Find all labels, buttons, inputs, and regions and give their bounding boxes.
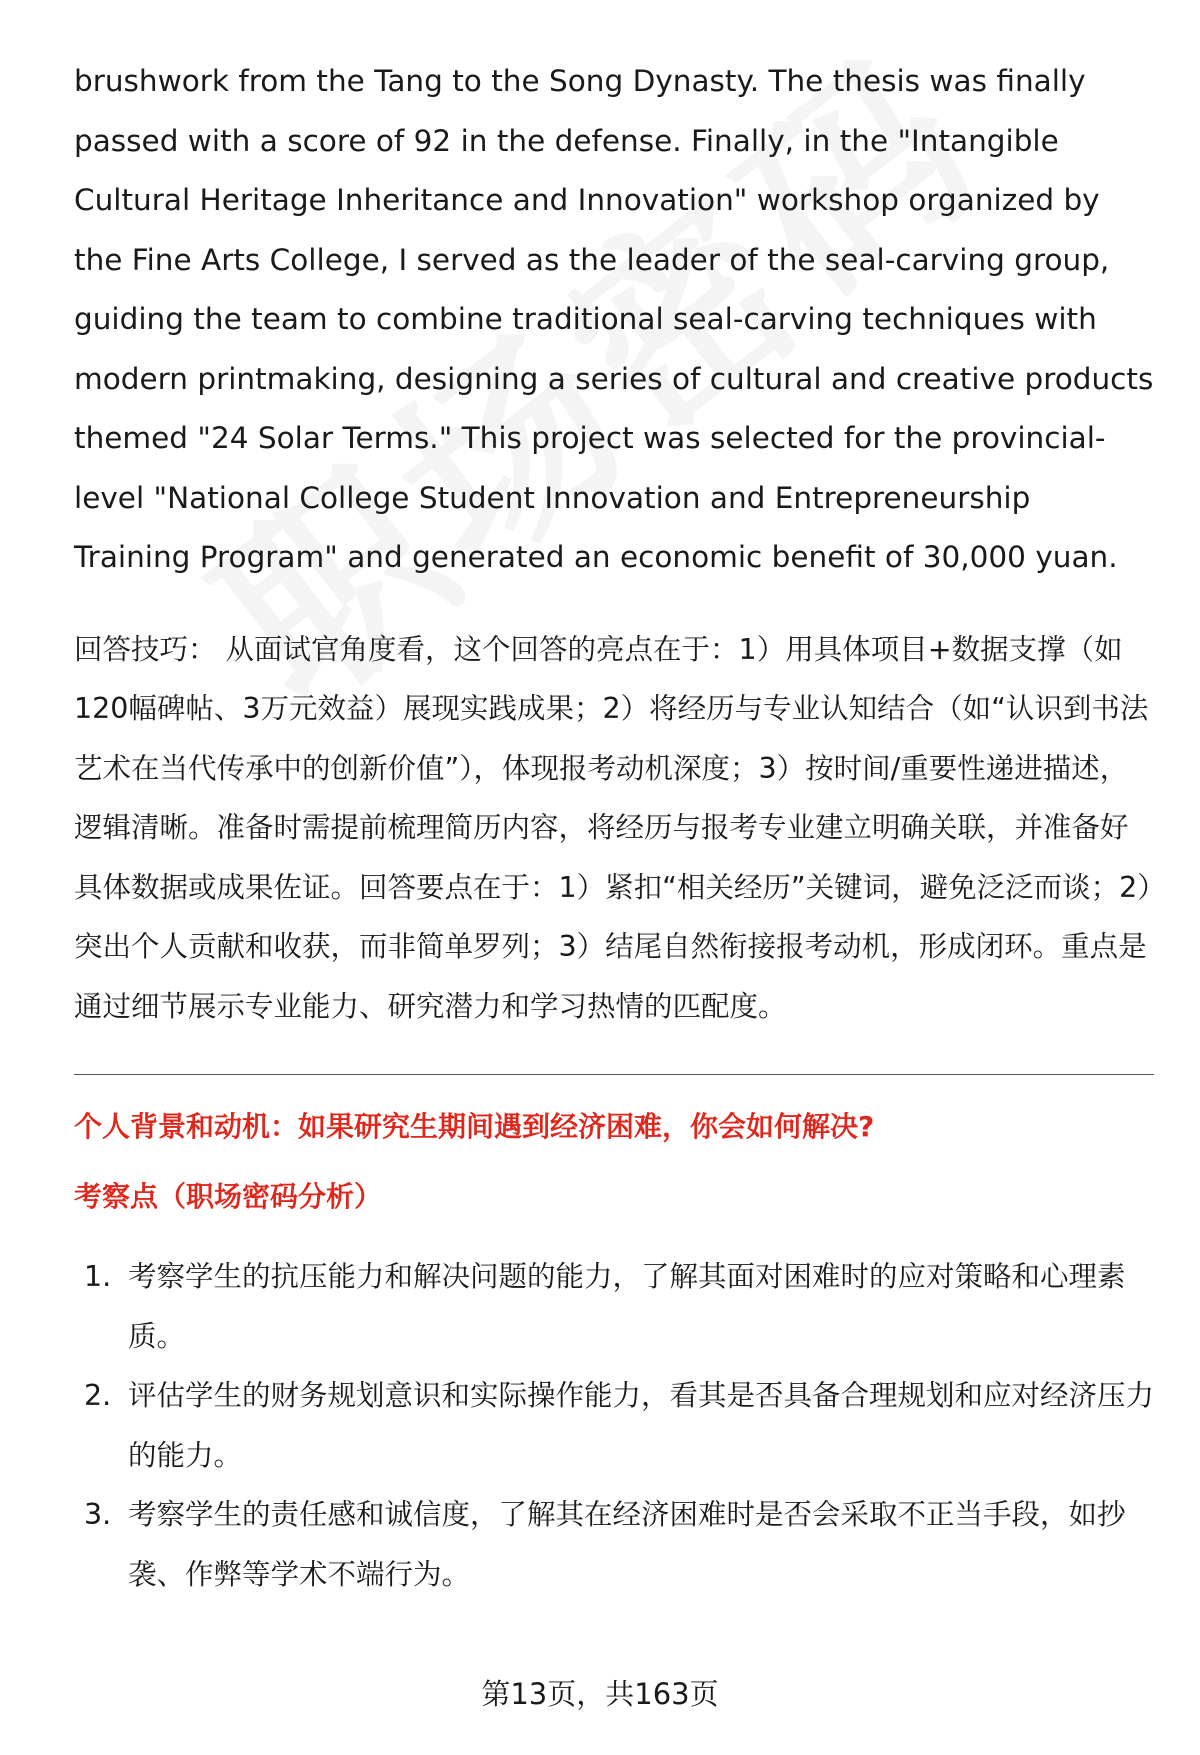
list-item-number: 2.	[84, 1379, 112, 1412]
evaluation-points-list	[74, 1247, 1154, 1604]
list-item-text: 考察学生的抗压能力和解决问题的能力，了解其面对困难时的应对策略和心理素质。	[128, 1260, 1126, 1353]
list-item-text: 考察学生的责任感和诚信度，了解其在经济困难时是否会采取不正当手段，如抄袭、作弊等学术不端行为。	[128, 1498, 1126, 1591]
list-item	[74, 1366, 1154, 1485]
list-item-number: 1.	[84, 1260, 112, 1293]
list-item	[74, 1247, 1154, 1366]
english-paragraph: brushwork from the Tang to the Song Dynasty. The thesis was finally passed with a score of 92 in the defense. Finally, in the "Intangible Cultural Heritage Inheritance and Innovation" workshop organized by the Fine Arts College, I served as the leader of the seal-carving group, guiding the team to combine traditional seal-carving techniques with modern printmaking, designing a series of cultural and creative products themed "24 Solar Terms." This project was selected for the provincial-level "National College Student Innovation and Entrepreneurship Training Program" and generated an economic benefit of 30,000 yuan.	[74, 64, 1154, 574]
page-content	[74, 52, 1154, 1604]
evaluation-points-heading: 考察点（职场密码分析）	[74, 1180, 383, 1213]
answer-tips-paragraph: 回答技巧： 从面试官角度看，这个回答的亮点在于：1）用具体项目+数据支撑（如120幅碑帖、3万元效益）展现实践成果；2）将经历与专业认知结合（如“认识到书法艺术在当代传承中的创新价值”），体现报考动机深度；3）按时间/重要性递进描述，逻辑清晰。准备时需提前梳理简历内容，将经历与报考专业建立明确关联，并准备好具体数据或成果佐证。回答要点在于：1）紧扣“相关经历”关键词，避免泛泛而谈；2）突出个人贡献和收获，而非简单罗列；3）结尾自然衔接报考动机，形成闭环。重点是通过细节展示专业能力、研究潜力和学习热情的匹配度。	[74, 632, 1152, 1023]
question-heading: 个人背景和动机：如果研究生期间遇到经济困难，你会如何解决?	[74, 1110, 875, 1143]
list-item-text: 评估学生的财务规划意识和实际操作能力，看其是否具备合理规划和应对经济压力的能力。	[128, 1379, 1155, 1472]
list-item-number: 3.	[84, 1498, 112, 1531]
page-number-footer: 第13页，共163页	[481, 1677, 719, 1711]
list-item	[74, 1485, 1154, 1604]
section-divider	[74, 1074, 1154, 1075]
